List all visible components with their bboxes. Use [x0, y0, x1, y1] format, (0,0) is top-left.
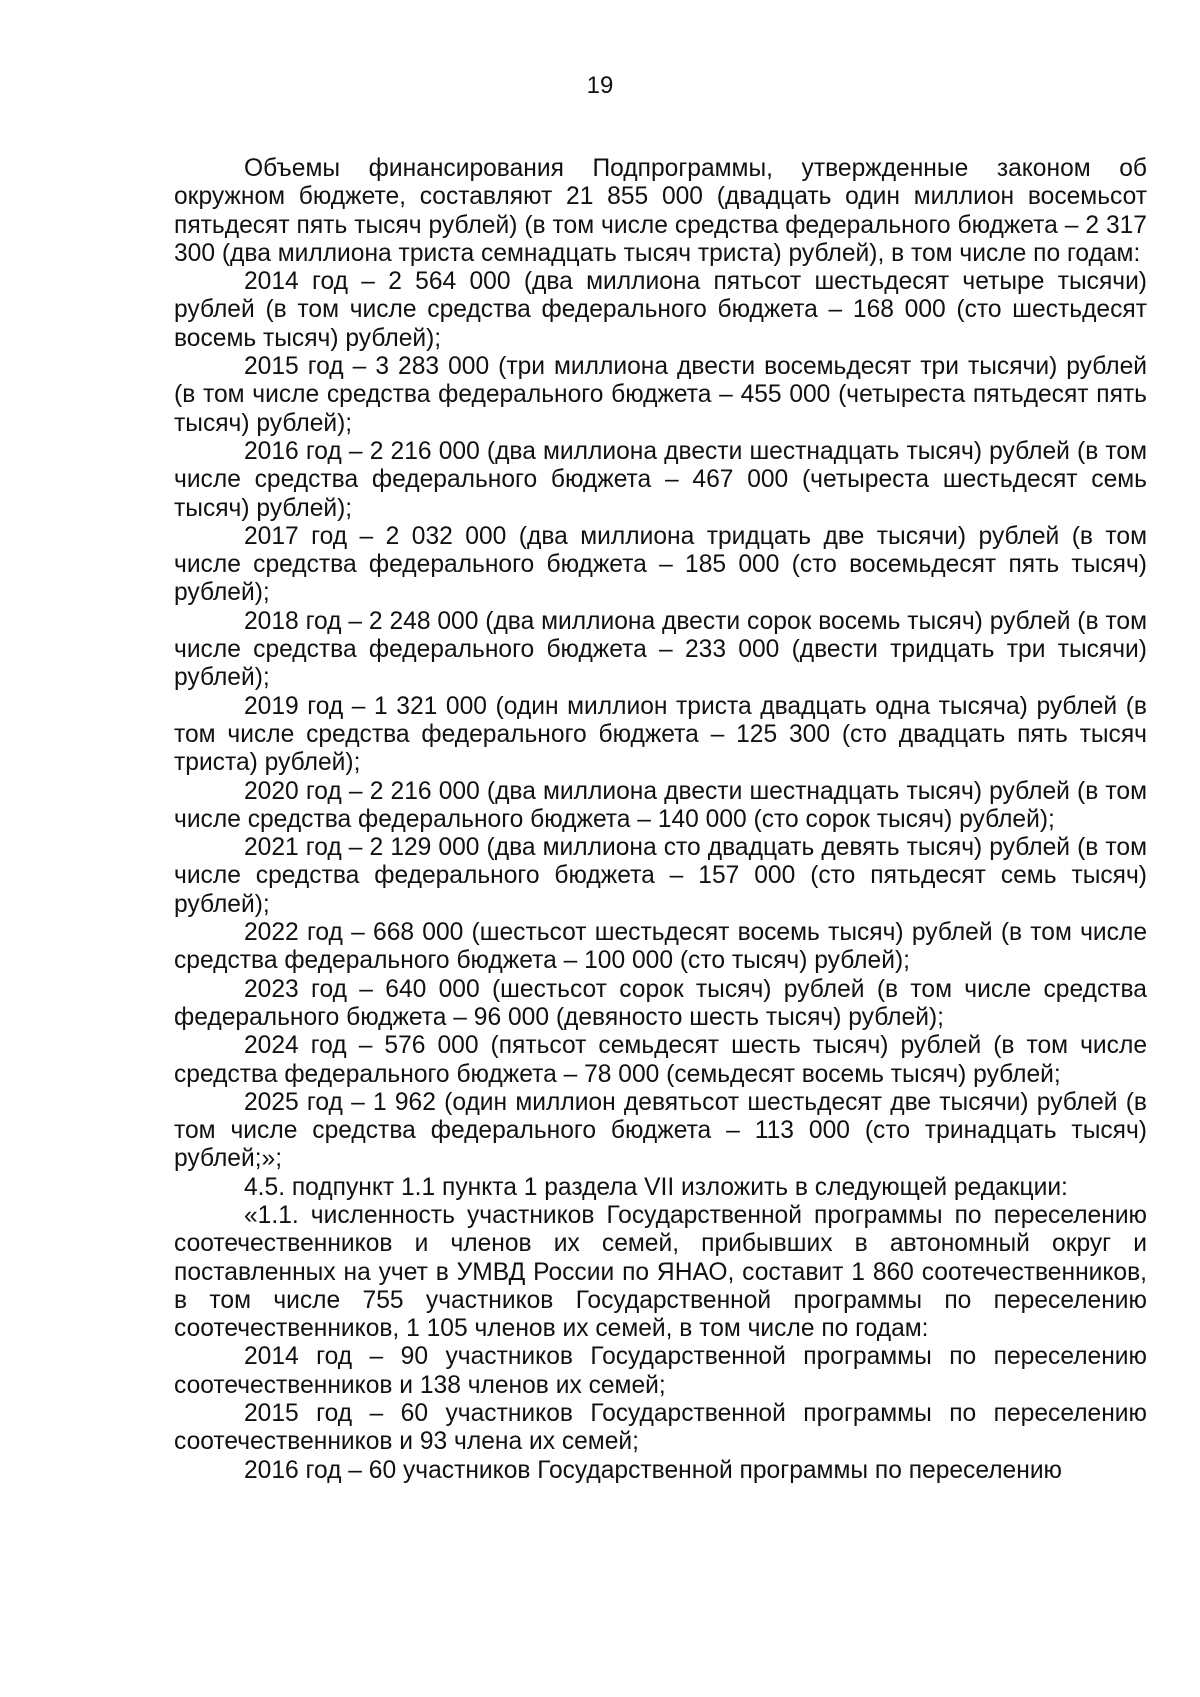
- paragraph-year-2019: 2019 год – 1 321 000 (один миллион триста двадцать одна тысяча) рублей (в том числе средства федерального бюджета – 125 300 (сто двадцать пять тысяч триста) рублей);: [174, 692, 1147, 777]
- paragraph-year-2020: 2020 год – 2 216 000 (два миллиона двести шестнадцать тысяч) рублей (в том числе средства федерального бюджета – 140 000 (сто сорок тысяч) рублей);: [174, 777, 1147, 833]
- paragraph-participants-2015: 2015 год – 60 участников Государственной программы по переселению соотечественников и 93 члена их семей;: [174, 1400, 1147, 1456]
- paragraph-financing-total: Объемы финансирования Подпрограммы, утвержденные законом об окружном бюджете, составляют 21 855 000 (двадцать один миллион восемьсот пятьдесят пять тысяч рублей) (в том числе средства федерального бюджета – 2 317 300 (два миллиона триста семнадцать тысяч триста) рублей), в том числе по годам:: [174, 155, 1147, 267]
- paragraph-year-2024: 2024 год – 576 000 (пятьсот семьдесят шесть тысяч) рублей (в том числе средства федерального бюджета – 78 000 (семьдесят восемь тысяч) рублей;: [174, 1032, 1147, 1088]
- paragraph-participants-2014: 2014 год – 90 участников Государственной программы по переселению соотечественников и 138 членов их семей;: [174, 1343, 1147, 1399]
- paragraph-year-2014: 2014 год – 2 564 000 (два миллиона пятьсот шестьдесят четыре тысячи) рублей (в том числе средства федерального бюджета – 168 000 (сто шестьдесят восемь тысяч) рублей);: [174, 268, 1147, 352]
- paragraph-year-2017: 2017 год – 2 032 000 (два миллиона тридцать две тысячи) рублей (в том числе средства федерального бюджета – 185 000 (сто восемьдесят пять тысяч) рублей);: [174, 522, 1147, 607]
- paragraph-amendment-4-5: 4.5. подпункт 1.1 пункта 1 раздела VII изложить в следующей редакции:: [244, 1173, 1068, 1201]
- paragraph-participants-2016: 2016 год – 60 участников Государственной программы по переселению: [244, 1456, 1063, 1484]
- page-number: 19: [586, 72, 614, 99]
- paragraph-year-2022: 2022 год – 668 000 (шестьсот шестьдесят восемь тысяч) рублей (в том числе средства федерального бюджета – 100 000 (сто тысяч) рублей);: [174, 919, 1147, 975]
- document-body: [174, 155, 1147, 1485]
- paragraph-subitem-1-1: «1.1. численность участников Государственной программы по переселению соотечественников и членов их семей, прибывших в автономный округ и поставленных на учет в УМВД России по ЯНАО, составит 1 860 соотечественников, в том числе 755 участников Государственной программы по переселению соотечественников, 1 105 членов их семей, в том числе по годам:: [174, 1201, 1147, 1343]
- paragraph-year-2025: 2025 год – 1 962 (один миллион девятьсот шестьдесят две тысячи) рублей (в том числе средства федерального бюджета – 113 000 (сто тринадцать тысяч) рублей;»;: [174, 1088, 1147, 1173]
- paragraph-year-2023: 2023 год – 640 000 (шестьсот сорок тысяч) рублей (в том числе средства федерального бюджета – 96 000 (девяносто шесть тысяч) рублей);: [174, 975, 1147, 1031]
- paragraph-year-2016: 2016 год – 2 216 000 (два миллиона двести шестнадцать тысяч) рублей (в том числе средства федерального бюджета – 467 000 (четыреста шестьдесят семь тысяч) рублей);: [174, 437, 1147, 522]
- paragraph-year-2021: 2021 год – 2 129 000 (два миллиона сто двадцать девять тысяч) рублей (в том числе средства федерального бюджета – 157 000 (сто пятьдесят семь тысяч) рублей);: [174, 834, 1147, 918]
- paragraph-year-2015: 2015 год – 3 283 000 (три миллиона двести восемьдесят три тысячи) рублей (в том числе средства федерального бюджета – 455 000 (четыреста пятьдесят пять тысяч) рублей);: [174, 353, 1147, 437]
- paragraph-year-2018: 2018 год – 2 248 000 (два миллиона двести сорок восемь тысяч) рублей (в том числе средства федерального бюджета – 233 000 (двести тридцать три тысячи) рублей);: [174, 607, 1147, 692]
